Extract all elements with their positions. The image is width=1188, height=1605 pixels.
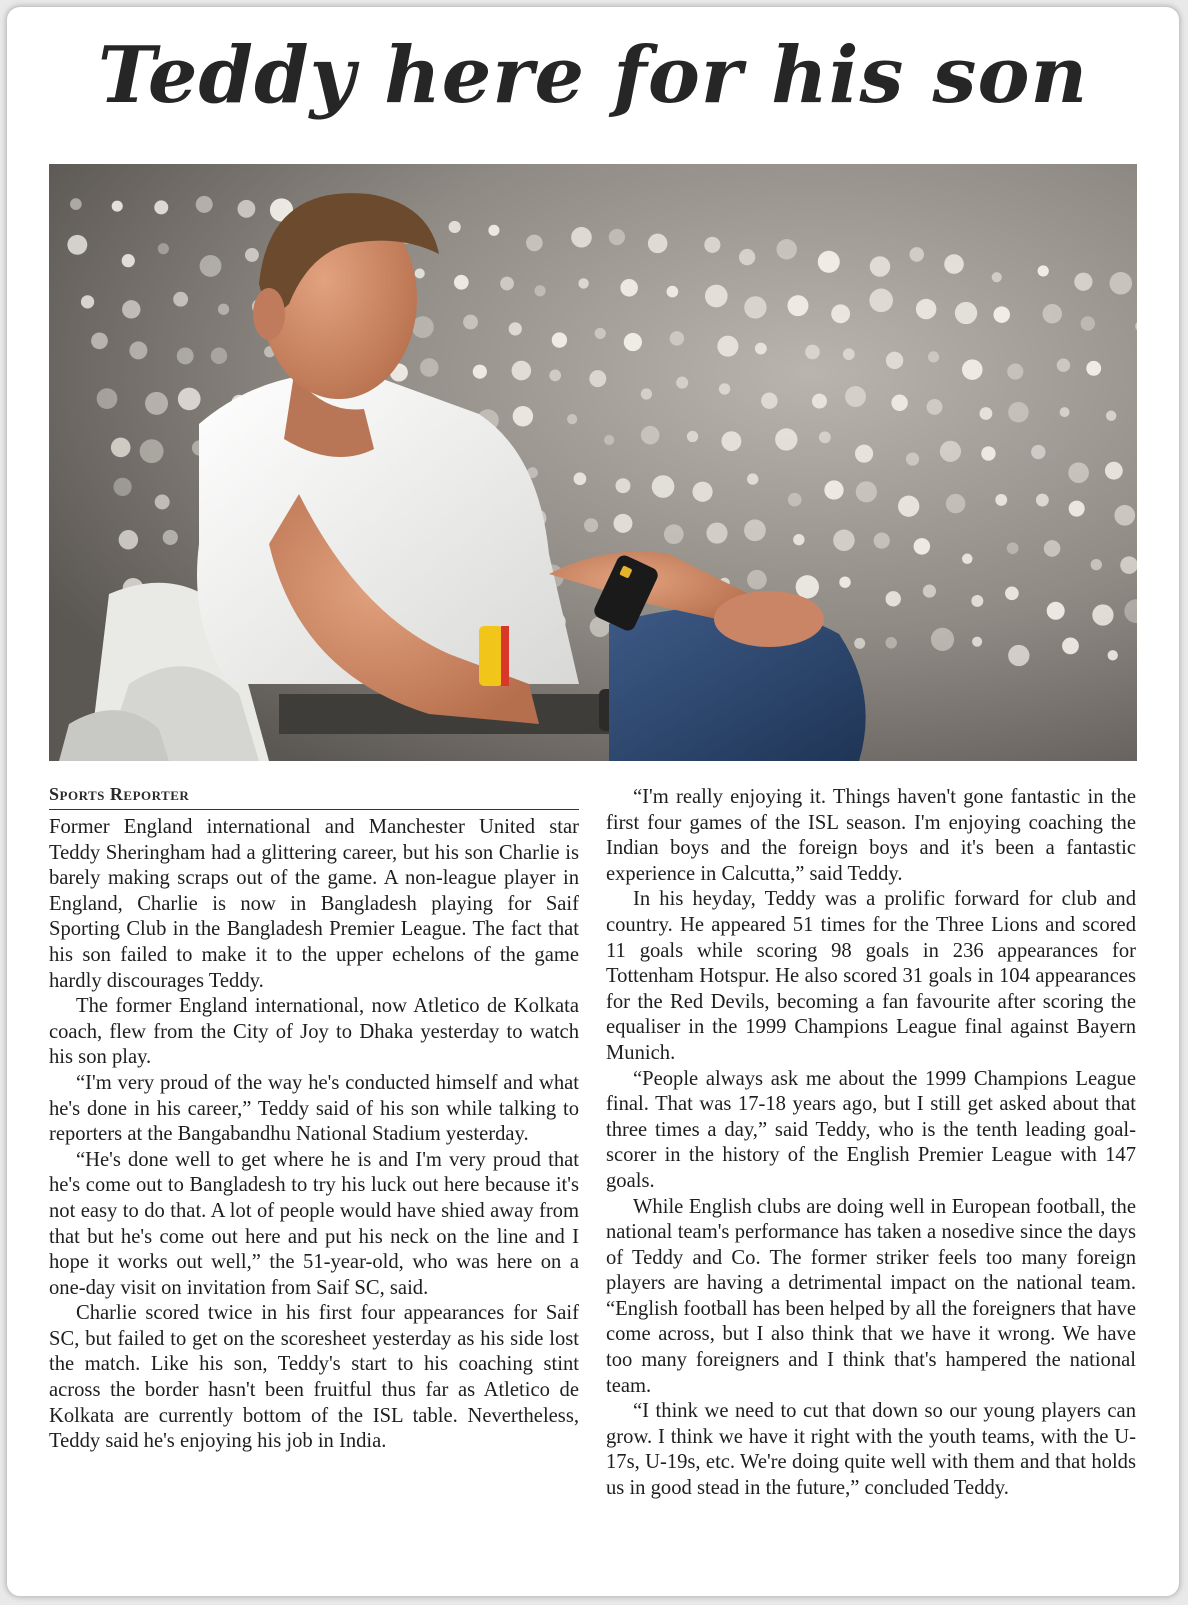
article-photo <box>49 164 1137 761</box>
paragraph: While English clubs are doing well in European football, the national team's performance has taken a nosedive since the days of Teddy and Co. The former striker feels too many foreign players are having a detrimental impact on the national team. “English football has been helped by all the foreigners that have come across, but I also think that we have it wrong. We have too many foreigners and I think that's hampered the national team. <box>606 1195 1136 1397</box>
paragraph: “People always ask me about the 1999 Champions League final. That was 17-18 years ago, but I still get asked about that three times a day,” said Teddy, who is the tenth leading goal-scorer in the history of the English Premier League with 147 goals. <box>606 1067 1136 1192</box>
headline: Teddy here for his son <box>97 30 1089 121</box>
byline: Sports Reporter <box>49 783 579 810</box>
paragraph: “He's done well to get where he is and I'm very proud that he's come out to Bangladesh to try his luck out here because it's not easy to do that. A lot of people would have shied away from that but he's come out here and put his neck on the line and I hope it works out well,” the 51-year-old, who was here on a one-day visit on invitation from Saif SC, said. <box>49 1148 579 1299</box>
paragraph: The former England international, now Atletico de Kolkata coach, flew from the City of Joy to Dhaka yesterday to watch his son play. <box>49 995 579 1069</box>
paragraph: “I think we need to cut that down so our young players can grow. I think we have it right with the youth teams, with the U-17s, U-19s, etc. We're doing quite well with them and that holds us in good stead in the future,” concluded Teddy. <box>606 1400 1136 1500</box>
paragraph: In his heyday, Teddy was a prolific forward for club and country. He appeared 51 times for the Three Lions and scored 11 goals while scoring 98 goals in 236 appearances for Tottenham Hotspur. He also scored 31 goals in 104 appearances for the Red Devils, becoming a fan favourite after scoring the equaliser in the 1999 Champions League final against Bayern Munich. <box>606 888 1136 1064</box>
paragraph: Former England international and Manchester United star Teddy Sheringham had a glittering career, but his son Charlie is barely making scraps out of the game. A non-league player in England, Charlie is now in Bangladesh playing for Saif Sporting Club in the Bangladesh Premier League. The fact that his son failed to make it to the upper echelons of the game hardly discourages Teddy. <box>49 816 579 992</box>
article-column-left <box>49 783 579 1455</box>
paragraph: “I'm really enjoying it. Things haven't gone fantastic in the first four games of the ISL season. I'm enjoying coaching the Indian boys and the foreign boys and it's been a fantastic experience in Calcutta,” said Teddy. <box>606 786 1136 885</box>
newspaper-clipping <box>6 6 1180 1597</box>
paragraph: Charlie scored twice in his first four appearances for Saif SC, but failed to get on the scoresheet yesterday as his side lost the match. Like his son, Teddy's start to his coaching stint across the border hasn't been fruitful thus far as Atletico de Kolkata are currently bottom of the ISL table. Nevertheless, Teddy said he's enjoying his job in India. <box>49 1302 579 1453</box>
paragraph: “I'm very proud of the way he's conducted himself and what he's done in his career,” Teddy said of his son while talking to reporters at the Bangabandhu National Stadium yesterday. <box>49 1071 579 1146</box>
article-column-right <box>606 785 1136 1502</box>
